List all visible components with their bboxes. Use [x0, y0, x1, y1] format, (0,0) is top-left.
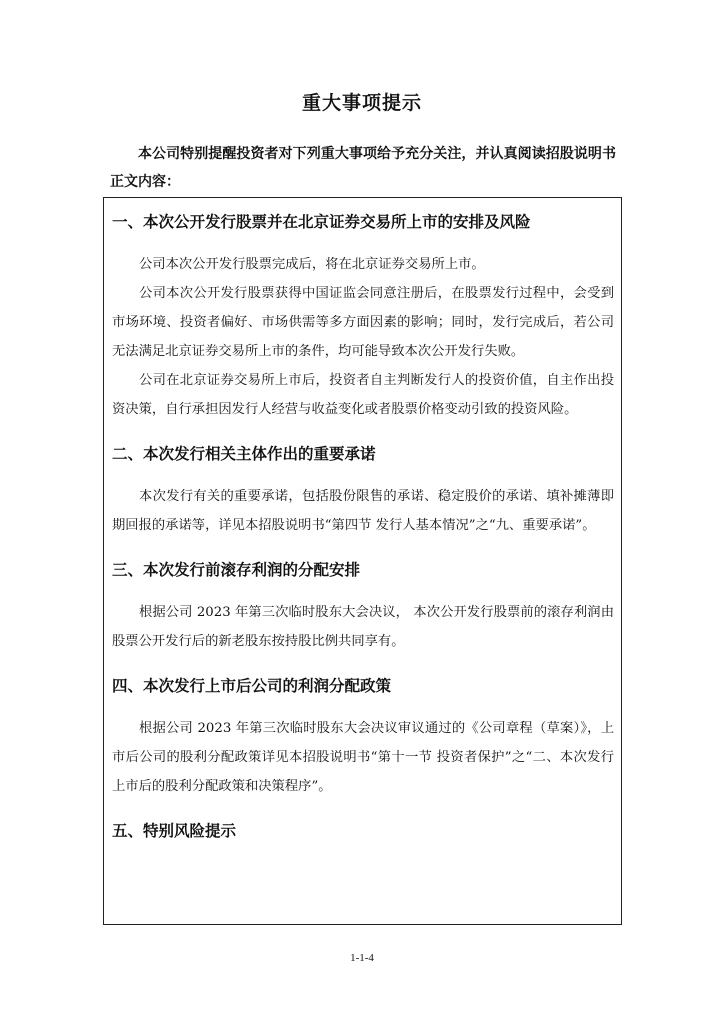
section-dividend-policy	[112, 674, 614, 801]
page-number: 1-1-4	[350, 952, 374, 964]
section-heading: 三、本次发行前滚存利润的分配安排	[112, 561, 361, 579]
section-listing-arrangement	[112, 210, 614, 424]
document-title: 重大事项提示	[301, 92, 422, 114]
section-paragraph: 本次发行有关的重要承诺，包括股份限售的承诺、稳定股价的承诺、填补摊薄即期回报的承诺等，详见本招股说明书“第四节 发行人基本情况”之“九、重要承诺”。	[112, 489, 614, 533]
section-heading: 四、本次发行上市后公司的利润分配政策	[112, 677, 392, 695]
section-paragraph: 根据公司 2023 年第三次临时股东大会决议， 本次公开发行股票前的滚存利润由股票公开发行后的新老股东按持股比例共同享有。	[112, 605, 614, 649]
section-paragraph: 公司本次公开发行股票完成后，将在北京证券交易所上市。	[139, 257, 485, 272]
key-matters-box	[103, 197, 622, 925]
section-special-risk	[112, 819, 614, 843]
intro-notice: 本公司特别提醒投资者对下列重大事项给予充分关注，并认真阅读招股说明书正文内容：	[110, 146, 616, 190]
section-paragraph: 公司本次公开发行股票获得中国证监会同意注册后，在股票发行过程中，会受到市场环境、投资者偏好、市场供需等多方面因素的影响；同时，发行完成后，若公司无法满足北京证券交易所上市的条件，均可能导致本次公开发行失败。	[112, 286, 614, 359]
section-heading: 二、本次发行相关主体作出的重要承诺	[112, 445, 376, 463]
section-heading: 五、特别风险提示	[112, 822, 237, 840]
section-paragraph: 根据公司 2023 年第三次临时股东大会决议审议通过的《公司章程（草案）》，上市后公司的股利分配政策详见本招股说明书“第十一节 投资者保护”之“二、本次发行上市后的股利分配政策和决策程序”。	[112, 721, 614, 794]
section-paragraph: 公司在北京证券交易所上市后，投资者自主判断发行人的投资价值，自主作出投资决策，自行承担因发行人经营与收益变化或者股票价格变动引致的投资风险。	[112, 373, 614, 417]
section-retained-profits	[112, 558, 614, 656]
section-heading: 一、本次公开发行股票并在北京证券交易所上市的安排及风险	[112, 213, 531, 231]
section-commitments	[112, 442, 614, 540]
